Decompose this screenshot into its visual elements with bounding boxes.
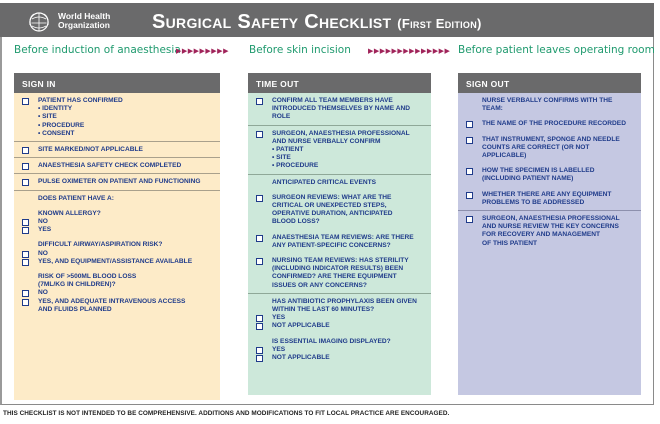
imaging-question: IS ESSENTIAL IMAGING DISPLAYED? — [272, 337, 391, 345]
title-edition: (First Edition) — [397, 16, 482, 31]
anticipated-events-label: ANTICIPATED CRITICAL EVENTS — [272, 178, 377, 186]
imaging-na-checkbox[interactable] — [256, 355, 263, 362]
imaging-yes-label: YES — [272, 345, 286, 353]
antibiotic-yes-label: YES — [272, 314, 286, 322]
confirm-team-checkbox[interactable] — [256, 98, 263, 105]
sign-out-column — [458, 73, 641, 395]
disclaimer-footer: THIS CHECKLIST IS NOT INTENDED TO BE COMPREHENSIVE. ADDITIONS AND MODIFICATIONS TO FIT LOCAL PRACTICE ARE ENCOURAGED. — [3, 410, 450, 417]
pulse-oximeter-checkbox[interactable] — [22, 179, 29, 186]
does-patient-have-label: DOES PATIENT HAVE A: — [38, 194, 114, 202]
antibiotic-question-1: HAS ANTIBIOTIC PROPHYLAXIS BEEN GIVEN — [272, 297, 417, 305]
phase-label-before-induction: Before induction of anaesthesia — [14, 44, 181, 56]
anaesthesia-check-section — [14, 158, 220, 174]
sign-in-column — [14, 73, 220, 400]
surgeon-reviews-checkbox[interactable] — [256, 195, 263, 202]
procedure-recorded-checkbox[interactable] — [466, 121, 473, 128]
sign-in-body — [14, 93, 220, 400]
specimen-labelled-checkbox[interactable] — [466, 168, 473, 175]
sign-in-header: SIGN IN — [14, 73, 220, 93]
bullet-consent: • CONSENT — [38, 130, 216, 138]
blood-loss-yes-label-1: YES, AND ADEQUATE INTRAVENOUS ACCESS — [38, 297, 186, 305]
allergy-yes-checkbox[interactable] — [22, 227, 29, 234]
anaesthesia-check-checkbox[interactable] — [22, 163, 29, 170]
time-out-column — [248, 73, 431, 395]
sign-out-header: SIGN OUT — [458, 73, 641, 93]
nursing-reviews-line-4: ISSUES OR ANY CONCERNS? — [272, 281, 367, 289]
airway-yes-checkbox[interactable] — [22, 259, 29, 266]
title-main: Surgical Safety Checklist — [152, 11, 392, 33]
antibiotic-yes-checkbox[interactable] — [256, 315, 263, 322]
bullet-identity: • IDENTITY — [38, 105, 216, 113]
counts-line-3: APPLICABLE) — [482, 152, 527, 160]
recovery-review-section — [458, 211, 641, 251]
nurse-confirms-line-1: NURSE VERBALLY CONFIRMS WITH THE — [482, 97, 613, 104]
anticipated-events-section — [248, 175, 431, 294]
phase-label-before-incision: Before skin incision — [249, 44, 351, 56]
nurse-confirms-section — [458, 93, 641, 211]
specimen-line-2: (INCLUDING PATIENT NAME) — [482, 175, 574, 183]
patient-confirmed-section — [14, 93, 220, 142]
nursing-reviews-line-1: NURSING TEAM REVIEWS: HAS STERILITY — [272, 257, 409, 265]
who-wordmark — [58, 12, 110, 30]
confirm-team-section — [248, 93, 431, 126]
surgeon-reviews-line-4: BLOOD LOSS? — [272, 218, 320, 226]
phase-arrows-2: ▶▶▶▶▶▶▶▶▶▶▶▶▶▶ — [368, 48, 451, 55]
specimen-line-1: HOW THE SPECIMEN IS LABELLED — [482, 167, 595, 175]
nursing-reviews-line-3: CONFIRMED? ARE THERE EQUIPMENT — [272, 273, 397, 281]
site-marked-section — [14, 142, 220, 158]
pulse-oximeter-section — [14, 174, 220, 190]
sign-out-body — [458, 93, 641, 395]
nursing-reviews-line-2: (INCLUDING INDICATOR RESULTS) BEEN — [272, 265, 404, 273]
blood-loss-no-label: NO — [38, 289, 48, 297]
anaesthesia-reviews-line-1: ANAESTHESIA TEAM REVIEWS: ARE THERE — [272, 233, 414, 241]
antibiotic-question-2: WITHIN THE LAST 60 MINUTES? — [272, 306, 375, 314]
review-line-2: AND NURSE REVIEW THE KEY CONCERNS — [482, 223, 619, 231]
allergy-question: KNOWN ALLERGY? — [38, 209, 101, 217]
equipment-line-1: WHETHER THERE ARE ANY EQUIPMENT — [482, 190, 612, 198]
anaesthesia-reviews-checkbox[interactable] — [256, 235, 263, 242]
imaging-yes-checkbox[interactable] — [256, 347, 263, 354]
airway-no-label: NO — [38, 249, 48, 257]
confirm-team-line-2: INTRODUCED THEMSELVES BY NAME AND — [272, 105, 410, 113]
bullet-site: • SITE — [272, 154, 427, 162]
verbal-confirm-section — [248, 126, 431, 175]
patient-risks-section — [14, 191, 220, 317]
confirm-team-line-3: ROLE — [272, 113, 291, 121]
bullet-procedure: • PROCEDURE — [272, 162, 427, 170]
surgeon-reviews-line-2: CRITICAL OR UNEXPECTED STEPS, — [272, 202, 387, 210]
equipment-line-2: PROBLEMS TO BE ADDRESSED — [482, 198, 585, 206]
patient-confirmed-checkbox[interactable] — [22, 98, 29, 105]
phase-label-before-leaves: Before patient leaves operating room — [458, 44, 655, 56]
blood-loss-question-1: RISK OF >500ML BLOOD LOSS — [38, 273, 137, 281]
time-out-body — [248, 93, 431, 395]
time-out-header: TIME OUT — [248, 73, 431, 93]
counts-line-1: THAT INSTRUMENT, SPONGE AND NEEDLE — [482, 135, 620, 143]
verbal-confirm-checkbox[interactable] — [256, 131, 263, 138]
verbal-confirm-line-1: SURGEON, ANAESTHESIA PROFESSIONAL — [272, 129, 410, 137]
anaesthesia-check-label: ANAESTHESIA SAFETY CHECK COMPLETED — [38, 162, 182, 170]
airway-yes-label: YES, AND EQUIPMENT/ASSISTANCE AVAILABLE — [38, 257, 193, 265]
allergy-yes-label: YES — [38, 226, 52, 234]
confirm-team-line-1: CONFIRM ALL TEAM MEMBERS HAVE — [272, 97, 393, 104]
surgeon-reviews-line-3: OPERATIVE DURATION, ANTICIPATED — [272, 210, 393, 218]
review-line-3: FOR RECOVERY AND MANAGEMENT — [482, 231, 601, 239]
equipment-problems-checkbox[interactable] — [466, 192, 473, 199]
nurse-confirms-line-2: TEAM: — [482, 105, 503, 113]
allergy-no-checkbox[interactable] — [22, 219, 29, 226]
nursing-reviews-checkbox[interactable] — [256, 258, 263, 265]
pulse-oximeter-label: PULSE OXIMETER ON PATIENT AND FUNCTIONING — [38, 178, 201, 186]
phase-arrows-1: ▶▶▶▶▶▶▶▶▶ — [176, 48, 229, 55]
airway-question: DIFFICULT AIRWAY/ASPIRATION RISK? — [38, 241, 163, 249]
who-line-2: Organization — [58, 20, 110, 30]
site-marked-checkbox[interactable] — [22, 147, 29, 154]
imaging-na-label: NOT APPLICABLE — [272, 354, 330, 362]
blood-loss-question-2: (7ML/KG IN CHILDREN)? — [38, 281, 116, 289]
antibiotic-na-label: NOT APPLICABLE — [272, 322, 330, 330]
blood-loss-no-checkbox[interactable] — [22, 290, 29, 297]
who-emblem-icon — [28, 11, 50, 33]
review-line-4: OF THIS PATIENT — [482, 239, 538, 247]
antibiotic-na-checkbox[interactable] — [256, 323, 263, 330]
anaesthesia-reviews-line-2: ANY PATIENT-SPECIFIC CONCERNS? — [272, 241, 391, 249]
counts-correct-checkbox[interactable] — [466, 137, 473, 144]
bullet-site: • SITE — [38, 113, 216, 121]
site-marked-label: SITE MARKED/NOT APPLICABLE — [38, 146, 143, 154]
bullet-procedure: • PROCEDURE — [38, 122, 216, 130]
recovery-review-checkbox[interactable] — [466, 216, 473, 223]
bullet-patient: • PATIENT — [272, 146, 427, 154]
airway-no-checkbox[interactable] — [22, 251, 29, 258]
patient-confirmed-label: PATIENT HAS CONFIRMED — [38, 97, 123, 104]
review-line-1: SURGEON, ANAESTHESIA PROFESSIONAL — [482, 215, 620, 223]
counts-line-2: COUNTS ARE CORRECT (OR NOT — [482, 143, 590, 151]
surgeon-reviews-line-1: SURGEON REVIEWS: WHAT ARE THE — [272, 193, 392, 201]
blood-loss-yes-checkbox[interactable] — [22, 299, 29, 306]
allergy-no-label: NO — [38, 218, 48, 226]
who-line-1: World Health — [58, 11, 111, 21]
verbal-confirm-line-2: AND NURSE VERBALLY CONFIRM — [272, 137, 381, 145]
header-bar — [0, 3, 654, 37]
antibiotic-imaging-section — [248, 294, 431, 365]
procedure-recorded-label: THE NAME OF THE PROCEDURE RECORDED — [482, 120, 626, 128]
blood-loss-yes-label-2: AND FLUIDS PLANNED — [38, 305, 112, 313]
page-title — [152, 11, 482, 34]
